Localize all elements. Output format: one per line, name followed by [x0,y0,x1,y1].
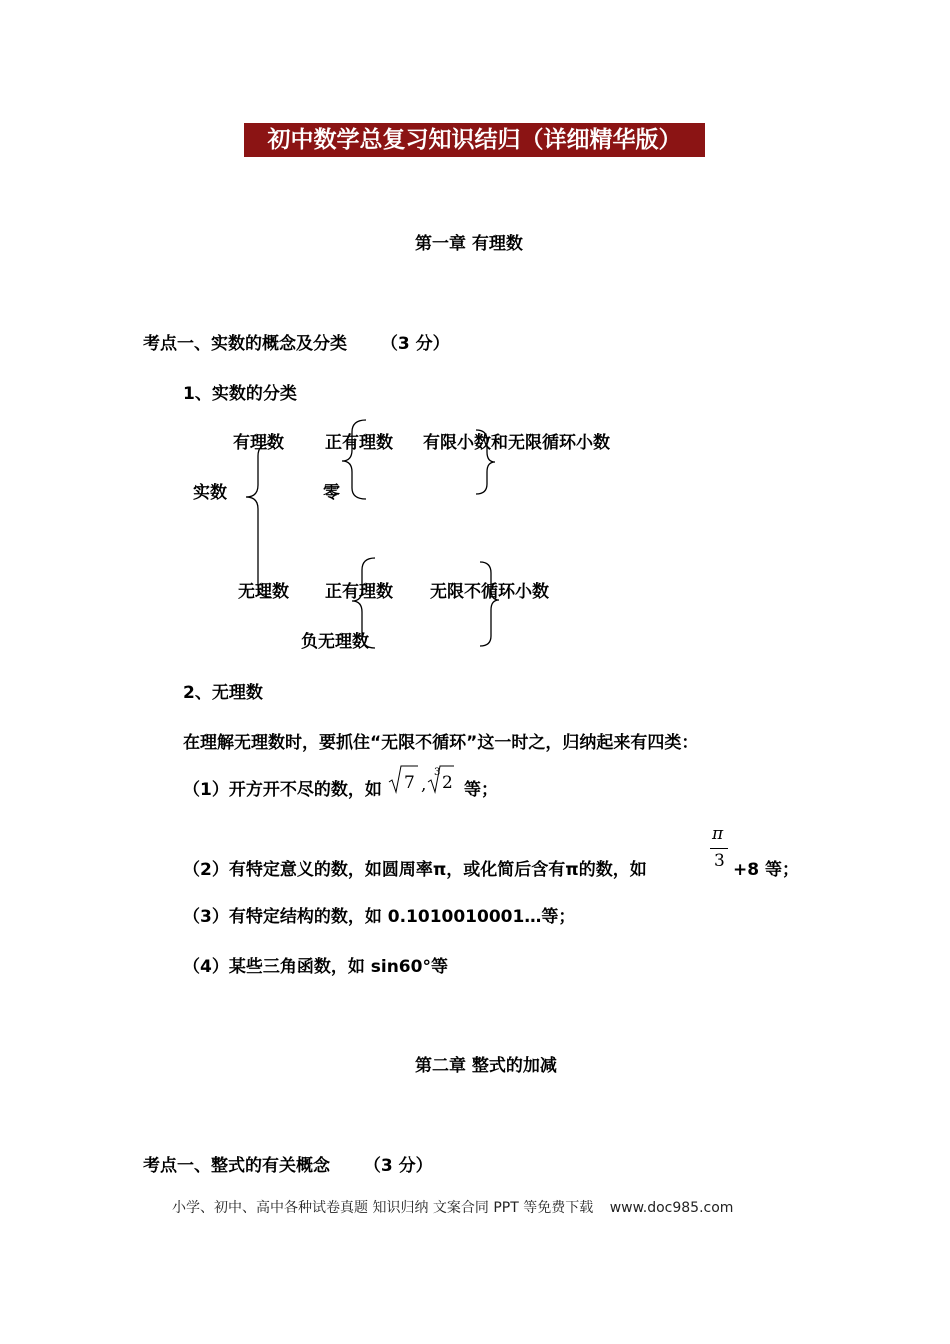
section-heading-2-text: 考点一、整式的有关概念 [143,1156,330,1176]
subsection-real-classification: 1、实数的分类 [183,384,297,404]
subsection-irrational: 2、无理数 [183,683,263,703]
section-heading-2 [143,1151,433,1176]
brace-irrational-right [480,562,499,646]
section-score-2: （3 分） [363,1156,433,1176]
tree-negative-irrational: 负无理数 [301,632,369,652]
brace-real [246,444,270,597]
tree-rational: 有理数 [233,433,284,453]
item-2: （2）有特定意义的数，如圆周率π，或化简后含有π的数，如 [183,860,647,880]
section-score: （3 分） [380,334,450,354]
tree-real: 实数 [193,483,227,503]
cbrt-index: 3 [434,767,441,778]
chapter-2-title: 第二章 整式的加减 [415,1056,557,1076]
fraction-numerator: π [712,824,724,844]
item-3: （3）有特定结构的数，如 0.1010010001…等； [183,907,576,927]
brace-irrational-left [352,558,375,648]
tree-positive-rational: 正有理数 [325,433,393,453]
fraction-denominator: 3 [714,851,725,871]
tree-zero: 零 [323,483,340,503]
item-2-suffix: +8 等； [733,860,799,880]
chapter-1-title: 第一章 有理数 [415,234,523,254]
fraction-bar [710,848,728,849]
item-1-prefix: （1）开方开不尽的数，如 [183,780,382,800]
irrational-intro: 在理解无理数时，要抓住“无限不循环”这一时之，归纳起来有四类： [183,733,699,753]
brace-rational-left [342,420,366,499]
item-1-suffix: 等； [464,780,498,800]
tree-irrational: 无理数 [238,582,289,602]
radical-expression [388,762,468,798]
item-4: （4）某些三角函数，如 sin60°等 [183,957,448,977]
document-title: 初中数学总复习知识结归（详细精华版） [244,123,705,157]
sqrt-radicand: 7 [404,773,415,793]
tree-finite-repeating: 有限小数和无限循环小数 [423,433,610,453]
brace-rational-right [476,430,495,494]
section-heading-text: 考点一、实数的概念及分类 [143,334,347,354]
cbrt-radicand: 2 [442,773,453,793]
footer-text: 小学、初中、高中各种试卷真题 知识归纳 文案合同 PPT 等免费下载 [172,1200,594,1216]
footer [172,1197,733,1217]
radical-comma: , [421,775,427,795]
tree-positive-irrational: 正有理数 [325,582,393,602]
tree-nonrepeating: 无限不循环小数 [430,582,549,602]
item-1 [183,775,382,800]
footer-site-link[interactable]: www.doc985.com [609,1200,734,1216]
